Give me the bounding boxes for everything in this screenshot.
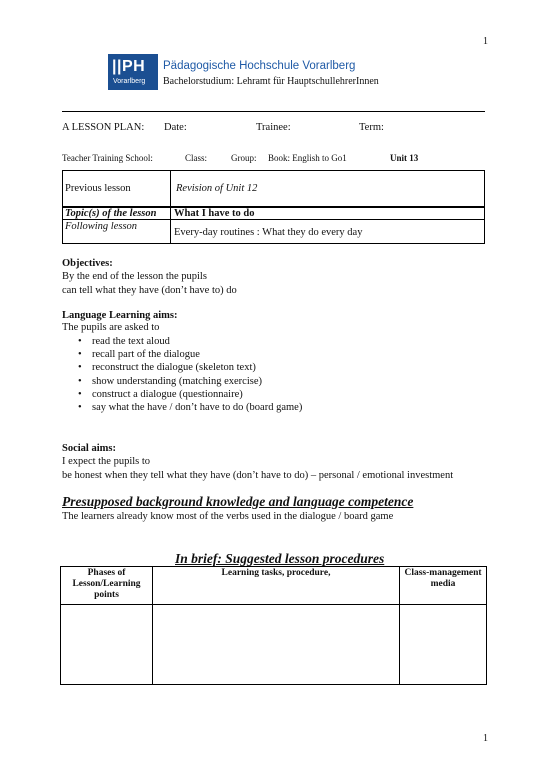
procedures-title: In brief: Suggested lesson procedures [175, 551, 385, 566]
social-aims-line2: be honest when they tell what they have (don’t have to do) – personal / emotional investment [62, 470, 454, 481]
trainee-label: Trainee: [256, 122, 291, 133]
following-lesson-value: Every-day routines : What they do every day [174, 227, 363, 238]
background-title: Presupposed background knowledge and language competence [62, 494, 414, 509]
topic-value: What I have to do [174, 208, 255, 219]
social-aims-title: Social aims: [62, 443, 116, 454]
group-label: Group: [231, 153, 257, 163]
page-number-bottom: 1 [483, 733, 488, 744]
background-text: The learners already know most of the verbs used in the dialogue / board game [62, 511, 394, 522]
table-cell [400, 605, 487, 685]
ph-logo [108, 54, 158, 90]
objectives-line2: can tell what they have (don’t have to) do [62, 285, 237, 296]
list-item: • read the text aloud [92, 335, 302, 348]
logo-subtext: Vorarlberg [113, 78, 146, 85]
column-header-phases: Phases of Lesson/Learning points [61, 567, 153, 605]
language-aims-intro: The pupils are asked to [62, 322, 160, 333]
unit-label: Unit 13 [390, 153, 419, 163]
logo-text: ||PH [112, 58, 146, 75]
previous-lesson-label: Previous lesson [65, 183, 131, 194]
objectives-title: Objectives: [62, 258, 113, 269]
header-divider [62, 111, 485, 112]
book-label: Book: English to Go1 [268, 153, 347, 163]
column-header-media: Class-management media [400, 567, 487, 605]
following-lesson-label: Following lesson [65, 221, 138, 232]
topic-box [62, 207, 485, 244]
topic-label: Topic(s) of the lesson [65, 208, 157, 219]
list-item: • construct a dialogue (questionnaire) [92, 388, 302, 401]
table-cell [61, 605, 153, 685]
column-header-tasks: Learning tasks, procedure, [153, 567, 400, 605]
list-item: • show understanding (matching exercise) [92, 375, 302, 388]
school-label: Teacher Training School: [62, 153, 153, 163]
list-item: • reconstruct the dialogue (skeleton text) [92, 361, 302, 374]
procedures-table [60, 566, 487, 685]
social-aims-line1: I expect the pupils to [62, 456, 151, 467]
previous-lesson-value: Revision of Unit 12 [176, 183, 258, 194]
lesson-plan-label: A LESSON PLAN: [62, 122, 145, 133]
class-label: Class: [185, 153, 208, 163]
language-aims-title: Language Learning aims: [62, 310, 178, 321]
page-number-top: 1 [483, 36, 488, 47]
table-cell [153, 605, 400, 685]
list-item: • say what the have / don’t have to do (board game) [92, 401, 302, 414]
term-label: Term: [359, 122, 384, 133]
list-item: • recall part of the dialogue [92, 348, 302, 361]
objectives-line1: By the end of the lesson the pupils [62, 271, 207, 282]
program-name: Bachelorstudium: Lehramt für HauptschullehrerInnen [163, 76, 379, 87]
institution-name: Pädagogische Hochschule Vorarlberg [163, 60, 356, 72]
previous-lesson-box [62, 170, 485, 207]
language-aims-list [78, 335, 302, 414]
date-label: Date: [164, 122, 187, 133]
